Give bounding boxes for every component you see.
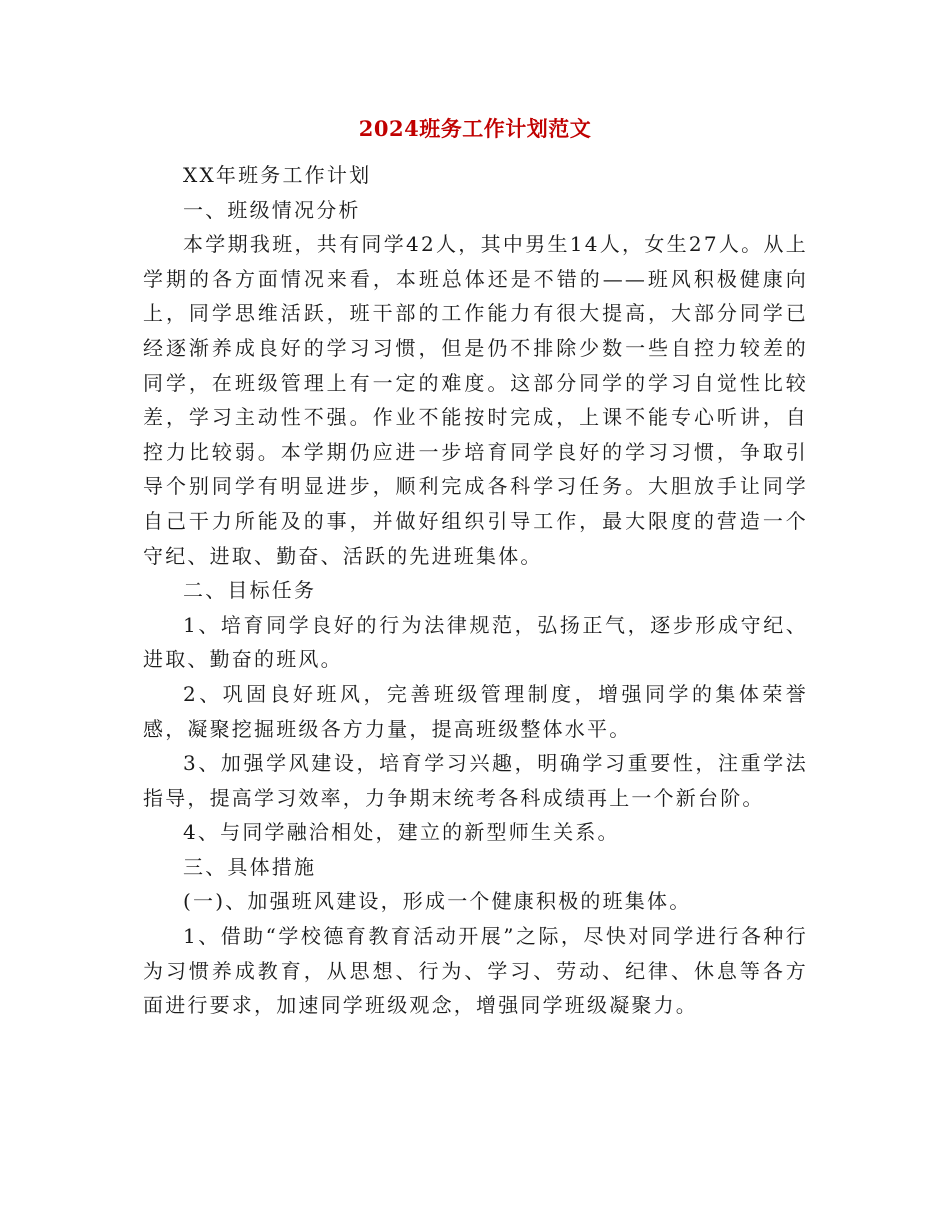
list-item-measure-1: 1、借助“学校德育教育活动开展”之际，尽快对同学进行各种行为习惯养成教育，从思想、行为、学习、劳动、纪律、休息等各方面进行要求，加速同学班级观念，增强同学班级凝聚力。: [143, 924, 808, 1018]
document-body: [143, 158, 808, 1023]
list-item-goal-4: 4、与同学融洽相处，建立的新型师生关系。: [183, 820, 620, 845]
list-item-goal-2: 2、巩固良好班风，完善班级管理制度，增强同学的集体荣誉感，凝聚挖掘班级各方力量，提高班级整体水平。: [143, 681, 808, 741]
list-item-goal-1: 1、培育同学良好的行为法律规范，弘扬正气，逐步形成守纪、进取、勤奋的班风。: [143, 612, 808, 672]
paragraph-class-analysis: 本学期我班，共有同学42人，其中男生14人，女生27人。从上学期的各方面情况来看，本班总体还是不错的——班风积极健康向上，同学思维活跃，班干部的工作能力有很大提高，大部分同学已经逐渐养成良好的学习习惯，但是仍不排除少数一些自控力较差的同学，在班级管理上有一定的难度。这部分同学的学习自觉性比较差，学习主动性不强。作业不能按时完成，上课不能专心听讲，自控力比较弱。本学期仍应进一步培育同学良好的学习习惯，争取引导个别同学有明显进步，顺利完成各科学习任务。大胆放手让同学自己干力所能及的事，并做好组织引导工作，最大限度的营造一个守纪、进取、勤奋、活跃的先进班集体。: [143, 232, 808, 568]
document-title: 2024班务工作计划范文: [358, 116, 592, 141]
subsection-heading-class-spirit: (一)、加强班风建设，形成一个健康积极的班集体。: [183, 889, 692, 914]
section-heading-class-analysis: 一、班级情况分析: [183, 197, 361, 222]
section-heading-measures: 三、具体措施: [183, 854, 317, 879]
list-item-goal-3: 3、加强学风建设，培育学习兴趣，明确学习重要性，注重学法指导，提高学习效率，力争期末统考各科成绩再上一个新台阶。: [143, 751, 808, 810]
section-heading-goals: 二、目标任务: [183, 578, 317, 603]
paragraph-plan-heading: XX年班务工作计划: [183, 163, 372, 187]
